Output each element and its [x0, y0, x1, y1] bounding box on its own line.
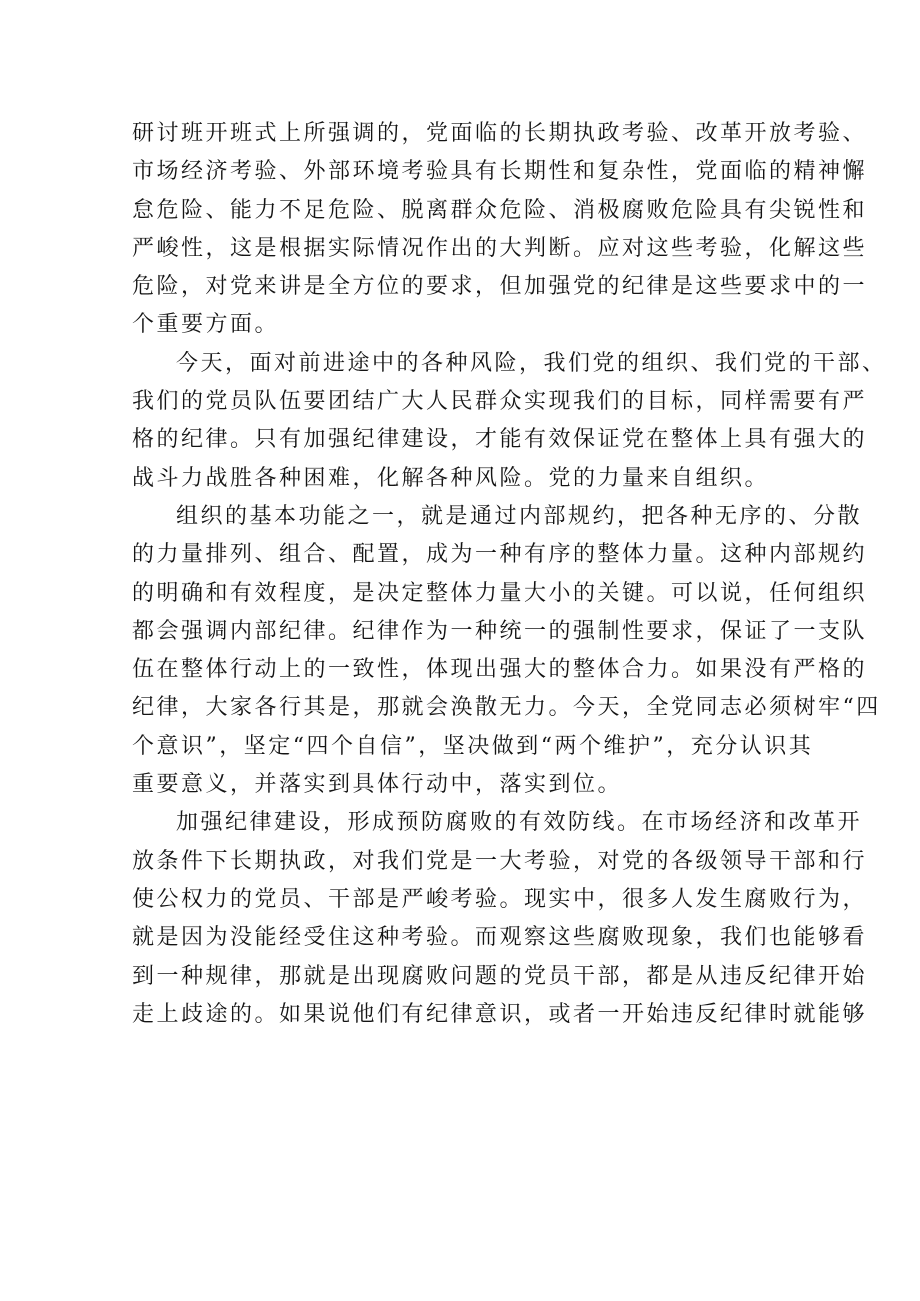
- paragraph-3: [132, 498, 881, 804]
- paragraph-1: [132, 115, 868, 345]
- paragraph-4: [132, 804, 868, 1034]
- text-line: 走上歧途的。如果说他们有纪律意识，或者一开始违反纪律时就能够: [132, 1001, 868, 1027]
- text-line: 怠危险、能力不足危险、脱离群众危险、消极腐败危险具有尖锐性和: [132, 197, 868, 223]
- text-line: 放条件下长期执政，对我们党是一大考验，对党的各级领导干部和行: [132, 848, 868, 874]
- text-line: 到一种规律，那就是出现腐败问题的党员干部，都是从违反纪律开始: [132, 963, 868, 989]
- text-line: 市场经济考验、外部环境考验具有长期性和复杂性，党面临的精神懈: [132, 159, 868, 185]
- text-line-first: 今天，面对前进途中的各种风险，我们党的组织、我们党的干部、: [176, 350, 887, 376]
- text-line: 纪律，大家各行其是，那就会涣散无力。今天，全党同志必须树牢“四: [132, 695, 881, 721]
- text-line: 个意识”，坚定“四个自信”，坚决做到“两个维护”，充分认识其: [132, 733, 814, 759]
- text-line: 我们的党员队伍要团结广大人民群众实现我们的目标，同样需要有严: [132, 389, 868, 415]
- text-line: 严峻性，这是根据实际情况作出的大判断。应对这些考验，化解这些: [132, 235, 868, 261]
- text-line: 危险，对党来讲是全方位的要求，但加强党的纪律是这些要求中的一: [132, 274, 868, 300]
- text-line-first: 组织的基本功能之一，就是通过内部规约，把各种无序的、分散: [176, 503, 863, 529]
- text-line: 战斗力战胜各种困难，化解各种风险。党的力量来自组织。: [132, 465, 770, 491]
- text-line: 伍在整体行动上的一致性，体现出强大的整体合力。如果没有严格的: [132, 657, 868, 683]
- text-line: 的明确和有效程度，是决定整体力量大小的关键。可以说，任何组织: [132, 580, 868, 606]
- text-line-first: 加强纪律建设，形成预防腐败的有效防线。在市场经济和改革开: [176, 810, 863, 836]
- paragraph-2: [132, 345, 887, 498]
- text-line: 重要意义，并落实到具体行动中，落实到位。: [132, 772, 623, 798]
- document-page: [132, 115, 887, 1034]
- text-line: 格的纪律。只有加强纪律建设，才能有效保证党在整体上具有强大的: [132, 427, 868, 453]
- text-line: 个重要方面。: [132, 312, 280, 338]
- text-line: 的力量排列、组合、配置，成为一种有序的整体力量。这种内部规约: [132, 542, 868, 568]
- text-line: 就是因为没能经受住这种考验。而观察这些腐败现象，我们也能够看: [132, 925, 868, 951]
- text-line: 都会强调内部纪律。纪律作为一种统一的强制性要求，保证了一支队: [132, 618, 868, 644]
- text-line: 研讨班开班式上所强调的，党面临的长期执政考验、改革开放考验、: [132, 121, 868, 146]
- text-line: 使公权力的党员、干部是严峻考验。现实中，很多人发生腐败行为，: [132, 886, 868, 912]
